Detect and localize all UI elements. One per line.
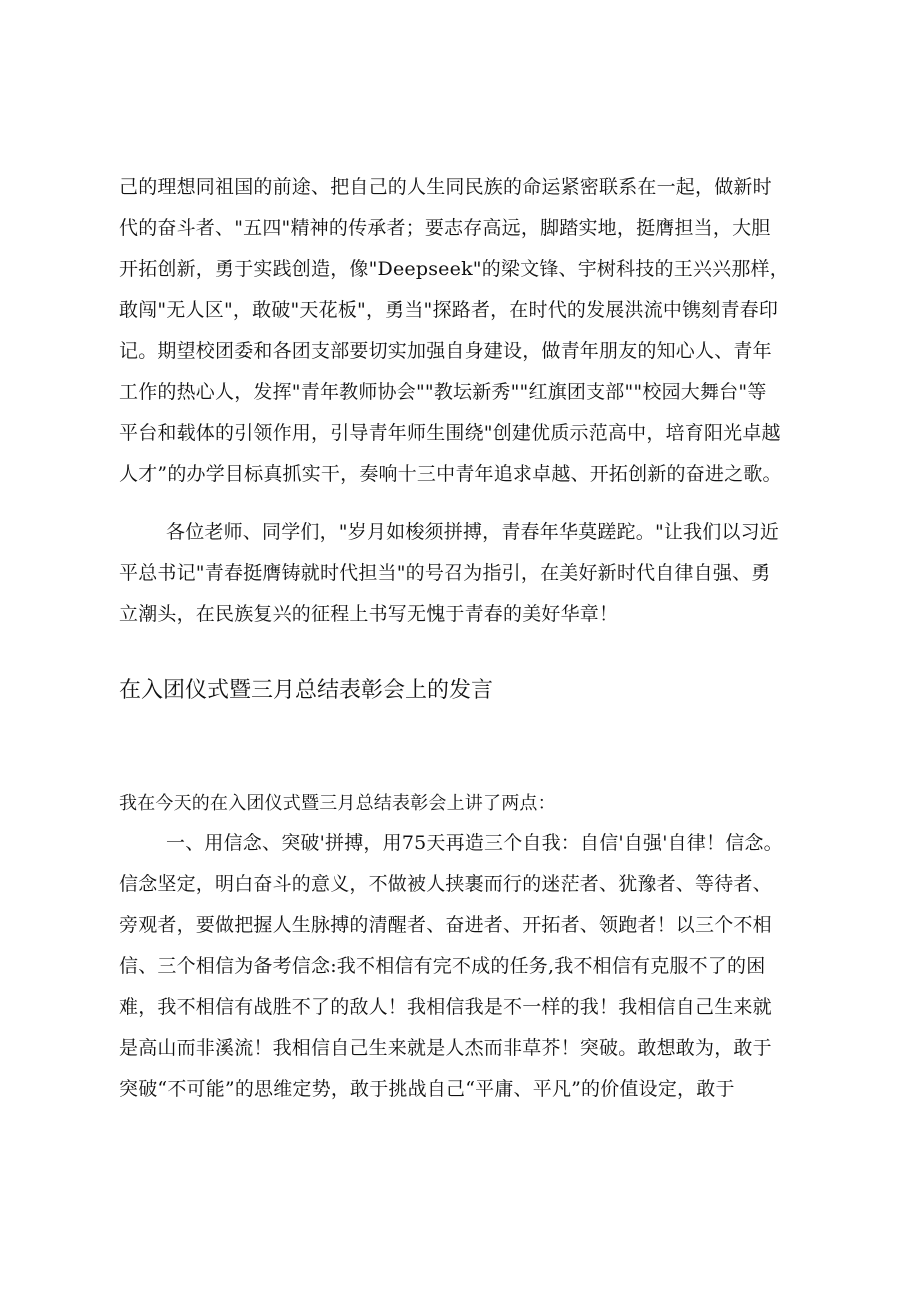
paragraph-line: 信、三个相信为备考信念:我不相信有完不成的任务,我不相信有克服不了的困	[119, 955, 766, 977]
paragraph-line: 记。期望校团委和各团支部要切实加强自身建设，做青年朋友的知心人、青年	[119, 340, 772, 362]
section-title: 在入团仪式暨三月总结表彰会上的发言	[119, 678, 494, 703]
paragraph-line: 一、用信念、突破'拼搏，用75天再造三个自我：自信'自强'自律！信念。	[166, 832, 783, 854]
paragraph-line: 人才”的办学目标真抓实干，奏响十三中青年追求卓越、开拓创新的奋进之歌。	[119, 463, 782, 485]
intro-line: 我在今天的在入团仪式暨三月总结表彰会上讲了两点：	[119, 793, 556, 814]
paragraph-line: 是高山而非溪流！我相信自己生来就是人杰而非草芥！突破。敢想敢为，敢于	[119, 1037, 772, 1059]
paragraph-line: 突破“不可能”的思维定势，敢于挑战自己“平庸、平凡”的价值设定，敢于	[119, 1078, 735, 1100]
paragraph-line: 平总书记"青春挺膺铸就时代担当"的号召为指引，在美好新时代自律自强、勇	[119, 562, 771, 584]
paragraph-line: 难，我不相信有战胜不了的敌人！我相信我是不一样的我！我相信自己生来就	[119, 996, 772, 1018]
paragraph-line: 工作的热心人，发挥"青年教师协会""教坛新秀""红旗团支部""校园大舞台"等	[119, 381, 767, 403]
paragraph-line: 敢闯"无人区"，敢破"天花板"，勇当"探路者，在时代的发展洪流中镌刻青春印	[119, 299, 779, 321]
paragraph-line: 平台和载体的引领作用，引导青年师生围绕"创建优质示范高中，培育阳光卓越	[119, 422, 781, 444]
paragraph-line: 己的理想同祖国的前途、把自己的人生同民族的命运紧密联系在一起，做新时	[119, 176, 772, 198]
paragraph-line: 旁观者，要做把握人生脉搏的清醒者、奋进者、开拓者、领跑者！以三个不相	[119, 914, 772, 936]
paragraph-line: 信念坚定，明白奋斗的意义，不做被人挟裹而行的迷茫者、犹豫者、等待者、	[119, 873, 772, 895]
paragraph-line: 各位老师、同学们，"岁月如梭须拼搏，青春年华莫蹉跎。"让我们以习近	[166, 521, 780, 543]
paragraph-line: 代的奋斗者、"五四"精神的传承者；要志存高远，脚踏实地，挺膺担当，大胆	[119, 217, 771, 239]
paragraph-line: 立潮头，在民族复兴的征程上书写无愧于青春的美好华章！	[119, 603, 619, 625]
paragraph-line: 开拓创新，勇于实践创造，像"Deepseek"的梁文锋、宇树科技的王兴兴那样，	[119, 258, 789, 280]
